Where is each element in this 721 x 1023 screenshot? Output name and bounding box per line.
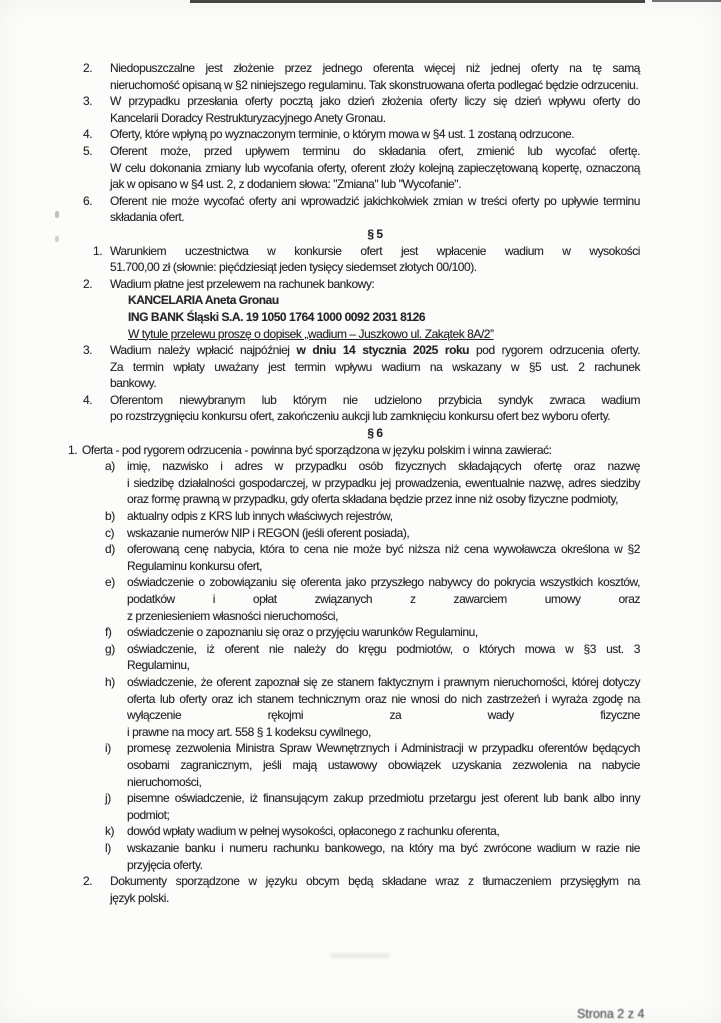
clause-text-line: bankowy. bbox=[110, 376, 157, 391]
clause-text bbox=[110, 60, 640, 93]
subclause-text bbox=[127, 574, 640, 624]
subclause-item-i bbox=[105, 740, 640, 790]
subclause-item-c bbox=[105, 525, 640, 542]
subclause-text-line: i siedzibę działalności gospodarczej, w przypadku jej prowadzenia, ewentualnie nazwę, adres siedziby oraz formę prawną w przypadku, gdy oferta składana będzie przez inne niż osoby fizyczne podmioty, bbox=[127, 475, 640, 507]
clause-item bbox=[83, 342, 640, 392]
subclause-text-line: oświadczenie, iż oferent nie należy do kręgu podmiotów, o których mowa w §3 ust. 3 bbox=[127, 641, 640, 656]
clause-text-line: nieruchomość opisaną w §2 niniejszego regulaminu. Tak skonstruowana oferta podlegać będzie odrzuceniu. bbox=[110, 77, 639, 92]
clause-number: 4. bbox=[83, 127, 93, 142]
transfer-title-line: W tytule przelewu proszę o dopisek „wadium – Juszkowo ul. Zakątek 8A/2” bbox=[128, 326, 494, 341]
section-heading-5: § 5 bbox=[367, 226, 383, 241]
clause-text-line: Za termin wpłaty uważany jest termin wpływu wadium na wskazany w §5 ust. 2 rachunek bbox=[110, 359, 640, 374]
clause-text: Oferent nie może wycofać oferty ani wprowadzić jakichkolwiek zmian w treści oferty po upływie terminu składania ofert. bbox=[110, 193, 640, 225]
clause-text bbox=[110, 143, 640, 193]
clause-item bbox=[83, 873, 640, 906]
clause-text bbox=[110, 873, 640, 906]
subclause-letter: a) bbox=[105, 459, 115, 474]
subclause-text-line: oświadczenie, że oferent zapoznał się ze stanem faktycznym i prawnym nieruchomości, której dotyczy oferta lub oferty oraz ich stanem technicznym oraz nie wnosi do nich zastrzeżeń i wyraża zgodę na wyłączenie rękojmi za wady fizyczne bbox=[127, 674, 640, 723]
clause-item bbox=[83, 276, 640, 342]
clause-item bbox=[83, 392, 640, 425]
subclause-item-j bbox=[105, 790, 640, 823]
clause-text bbox=[110, 342, 640, 392]
clause-text bbox=[110, 243, 640, 276]
clause-number: 6. bbox=[83, 193, 93, 208]
subclause-letter: b) bbox=[105, 509, 115, 524]
clause-number: 3. bbox=[83, 343, 93, 358]
subclause-text: wskazanie banku i numeru rachunku bankowego, na który ma być zwrócone wadium w razie nie przyjęcia oferty. bbox=[127, 840, 640, 872]
clause-item bbox=[83, 60, 640, 93]
clause-item bbox=[83, 193, 640, 226]
bank-name-line: KANCELARIA Aneta Gronau bbox=[128, 293, 279, 308]
subclause-item-b bbox=[105, 508, 640, 525]
clause-text-line: W przypadku przesłania oferty pocztą jako dzień złożenia oferty liczy się dzień wpływu oferty do bbox=[110, 94, 640, 109]
clause-item bbox=[68, 442, 640, 459]
clause-number: 2. bbox=[83, 874, 93, 889]
subclause-letter: g) bbox=[105, 641, 115, 656]
clause-number: 2. bbox=[83, 61, 93, 75]
clause-text-line: W celu dokonania zmiany lub wycofania oferty, oferent złoży kolejną zapieczętowaną kopertę, oznaczoną jak w opisano w §4 ust. 2, z dodaniem słowa: "Zmiana" lub "Wycofanie". bbox=[110, 160, 640, 192]
clause-number: 1. bbox=[93, 243, 103, 258]
clause-text-line: Oferent może, przed upływem terminu do składania ofert, zmienić lub wycofać ofertę. bbox=[110, 143, 640, 158]
subclause-text: promesę zezwolenia Ministra Spraw Wewnętrznych i Administracji w przypadku oferentów będących osobami zagranicznym, jeśli mają ustawowy obowiązek uzyskania zezwolenia na nabycie nieruchomości, bbox=[127, 741, 640, 789]
deadline-date-bold: w dniu 14 stycznia 2025 roku bbox=[296, 343, 470, 358]
clause-number: 3. bbox=[83, 94, 93, 109]
subclause-text: aktualny odpis z KRS lub innych właściwych rejestrów, bbox=[127, 509, 393, 524]
subclause-item-d bbox=[105, 541, 640, 574]
subclause-item-e bbox=[105, 574, 640, 624]
subclause-text bbox=[127, 674, 640, 740]
clause-number: 4. bbox=[83, 392, 93, 407]
clause-text: Oferta - pod rygorem odrzucenia - powinna być sporządzona w języku polskim i winna zawierać: bbox=[82, 442, 552, 457]
deadline-pre-text: Wadium należy wpłacić najpóźniej bbox=[110, 343, 297, 358]
subclause-text: dowód wpłaty wadium w pełnej wysokości, opłaconego z rachunku oferenta, bbox=[127, 824, 500, 839]
subclause-text-line: imię, nazwisko i adres w przypadku osób fizycznych składających ofertę oraz nazwę bbox=[127, 459, 640, 474]
wadium-amount-line: 51.700,00 zł (słownie: pięćdziesiąt jeden tysięcy siedemset złotych 00/100). bbox=[110, 260, 477, 275]
subclause-text: wskazanie numerów NIP i REGON (jeśli oferent posiada), bbox=[127, 525, 410, 540]
clause-item bbox=[83, 126, 640, 143]
subclause-letter: d) bbox=[105, 542, 115, 557]
deadline-post-text: pod rygorem odrzucenia oferty. bbox=[469, 343, 640, 358]
clause-text-line: Kancelarii Doradcy Restrukturyzacyjnego Anety Gronau. bbox=[110, 110, 386, 125]
subclause-item-f bbox=[105, 624, 640, 641]
subclause-text bbox=[127, 641, 640, 674]
subclause-letter: l) bbox=[105, 840, 111, 855]
subclause-text: pisemne oświadczenie, iż finansującym zakup przedmiotu przetargu jest oferent lub bank albo inny podmiot; bbox=[127, 791, 640, 822]
clause-text-line: Dokumenty sporządzone w języku obcym będą składane wraz z tłumaczeniem przysięgłym na bbox=[110, 874, 640, 889]
clause-item bbox=[83, 143, 640, 193]
clause-number: 1. bbox=[68, 442, 78, 457]
clause-text bbox=[110, 93, 640, 126]
subclause-text-line: Regulaminu, bbox=[127, 658, 190, 673]
footer-page-number: Strona 2 z 4 bbox=[577, 1007, 645, 1021]
subclause-letter: h) bbox=[105, 674, 115, 689]
clause-number: 5. bbox=[83, 143, 93, 158]
subclause-text-line: oświadczenie o zobowiązaniu się oferenta jako przyszłego nabywcy do pokrycia wszystkich kosztów, podatków i opłat związanych z zawarciem umowy oraz bbox=[127, 575, 640, 606]
clause-text-line: Warunkiem uczestnictwa w konkursie ofert jest wpłacenie wadium w wysokości bbox=[110, 243, 640, 258]
clause-text-line bbox=[110, 342, 640, 359]
clause-text-line: język polski. bbox=[110, 890, 169, 905]
section-heading-6: § 6 bbox=[367, 426, 383, 441]
subclause-letter: c) bbox=[105, 525, 115, 540]
subclause-item-k bbox=[105, 823, 640, 840]
scan-artifact-smudge bbox=[330, 953, 390, 958]
clause-item bbox=[83, 93, 640, 126]
clause-text bbox=[110, 392, 640, 425]
subclause-letter: f) bbox=[105, 625, 112, 640]
subclause-item-a bbox=[105, 458, 640, 508]
subclause-text: oferowaną cenę nabycia, która to cena nie może być niższa niż cena wywoławcza określona w §2 Regulaminu konkursu ofert, bbox=[127, 542, 640, 573]
clause-text-line: po rozstrzygnięciu konkursu ofert, zakończeniu aukcji lub zamknięciu konkursu ofert bez wyboru oferty. bbox=[110, 409, 611, 424]
subclause-item-g bbox=[105, 641, 640, 674]
clause-text-line: Oferentom niewybranym lub którym nie udzielono przybicia syndyk zwraca wadium bbox=[110, 392, 640, 407]
subclause-letter: k) bbox=[105, 824, 115, 839]
subclause-item-l bbox=[105, 840, 640, 873]
clause-number: 2. bbox=[83, 276, 93, 291]
subclause-letter: e) bbox=[105, 575, 115, 590]
clause-text-line: Wadium płatne jest przelewem na rachunek bankowy: bbox=[110, 276, 375, 291]
subclause-text bbox=[127, 458, 640, 508]
clause-text bbox=[110, 276, 640, 342]
clause-text: Oferty, które wpłyną po wyznaczonym terminie, o którym mowa w §4 ust. 1 zostaną odrzucone. bbox=[110, 127, 575, 142]
subclause-item-h bbox=[105, 674, 640, 740]
subclause-letter: j) bbox=[105, 791, 111, 806]
subclause-text-line: i prawne na mocy art. 558 § 1 kodeksu cywilnego, bbox=[127, 724, 371, 739]
clause-text-line: Niedopuszczalne jest złożenie przez jednego oferenta więcej niż jednej oferty na tę samą bbox=[110, 61, 640, 75]
clause-item bbox=[83, 243, 640, 276]
subclause-text-line: z przeniesieniem własności nieruchomości, bbox=[127, 608, 338, 623]
bank-account-line: ING BANK Śląski S.A. 19 1050 1764 1000 0092 2031 8126 bbox=[128, 309, 426, 324]
subclause-text: oświadczenie o zapoznaniu się oraz o przyjęciu warunków Regulaminu, bbox=[127, 625, 478, 640]
subclause-letter: i) bbox=[105, 741, 111, 756]
